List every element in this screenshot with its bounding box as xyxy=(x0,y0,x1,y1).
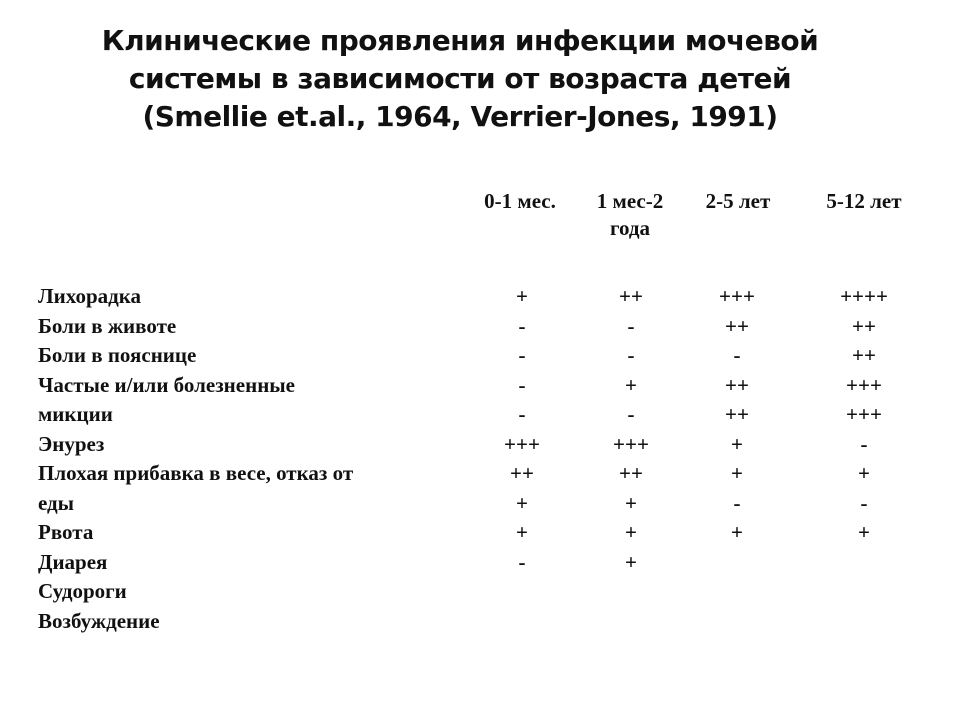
table-cell: +++ xyxy=(846,372,882,397)
table-cell: + xyxy=(625,549,637,574)
table-cell: - xyxy=(733,490,741,515)
column-header-0-1-month xyxy=(470,188,570,215)
table-cell: + xyxy=(625,372,637,397)
row-label: Судороги xyxy=(38,579,127,603)
table-cell: +++ xyxy=(613,431,649,456)
column-header-line: 1 мес-2 xyxy=(596,189,664,213)
table-cell: ++ xyxy=(852,343,876,367)
table-cell: + xyxy=(731,431,743,456)
column-header-line: года xyxy=(609,216,651,240)
table-row xyxy=(0,459,960,489)
table-cell: +++ xyxy=(719,284,755,308)
table-row xyxy=(0,341,960,371)
row-label: Частые и/или болезненные xyxy=(38,372,296,397)
table-cell: ++++ xyxy=(840,284,888,308)
table-cell: + xyxy=(625,520,637,544)
table-cell: + xyxy=(858,520,870,544)
title-line-2: системы в зависимости от возраста детей xyxy=(128,62,792,95)
row-label: Возбуждение xyxy=(38,608,160,633)
table-row xyxy=(0,489,960,519)
table-cell: + xyxy=(731,520,743,544)
table-row xyxy=(0,312,960,342)
table-row xyxy=(0,518,960,548)
row-label: Диарея xyxy=(38,549,108,574)
table-cell: - xyxy=(518,402,526,426)
table-cell: +++ xyxy=(846,402,882,426)
column-header-2-5-years xyxy=(688,188,788,215)
row-label: еды xyxy=(38,490,75,515)
table-cell: - xyxy=(627,402,635,426)
table-cell: ++ xyxy=(725,372,749,397)
title-line-1: Клинические проявления инфекции мочевой xyxy=(101,24,819,57)
table-row xyxy=(0,282,960,312)
table-row xyxy=(0,577,960,607)
title-line-3: (Smellie et.al., 1964, Verrier-Jones, 1991) xyxy=(142,100,778,133)
table-cell: ++ xyxy=(852,313,876,338)
row-label: Энурез xyxy=(38,431,105,456)
row-label: Рвота xyxy=(38,520,94,544)
row-label: Боли в животе xyxy=(38,313,177,338)
table-cell: ++ xyxy=(510,461,534,485)
row-label: микции xyxy=(38,402,113,426)
table-cell: - xyxy=(518,549,526,574)
table-cell: - xyxy=(518,372,526,397)
table-cell: - xyxy=(627,313,635,338)
table-cell: + xyxy=(625,490,637,515)
column-header-line: 5-12 лет xyxy=(826,189,902,213)
row-label: Лихорадка xyxy=(38,284,142,308)
column-header-line: 2-5 лет xyxy=(705,189,771,213)
table-row xyxy=(0,607,960,637)
table-row xyxy=(0,430,960,460)
column-header-5-12-years xyxy=(814,188,914,215)
table-cell: + xyxy=(516,284,528,308)
table-cell: + xyxy=(858,461,870,485)
table-cell: ++ xyxy=(725,402,749,426)
column-header-line: 0-1 мес. xyxy=(484,189,556,213)
table-cell: - xyxy=(733,343,741,367)
table-row xyxy=(0,548,960,578)
table-cell: - xyxy=(627,343,635,367)
row-label: Боли в пояснице xyxy=(38,343,197,367)
table-row xyxy=(0,400,960,430)
table-cell: +++ xyxy=(504,431,540,456)
table-cell: + xyxy=(516,490,528,515)
row-label: Плохая прибавка в весе, отказ от xyxy=(38,461,354,485)
table-cell: - xyxy=(860,431,868,456)
table-cell: - xyxy=(860,490,868,515)
column-header-1-month-2-years xyxy=(580,188,680,242)
table-cell: - xyxy=(518,343,526,367)
table-cell: + xyxy=(731,461,743,485)
table-cell: ++ xyxy=(619,461,643,485)
table-cell: - xyxy=(518,313,526,338)
table-row xyxy=(0,371,960,401)
table-cell: ++ xyxy=(725,313,749,338)
table-cell: + xyxy=(516,520,528,544)
table-cell: ++ xyxy=(619,284,643,308)
